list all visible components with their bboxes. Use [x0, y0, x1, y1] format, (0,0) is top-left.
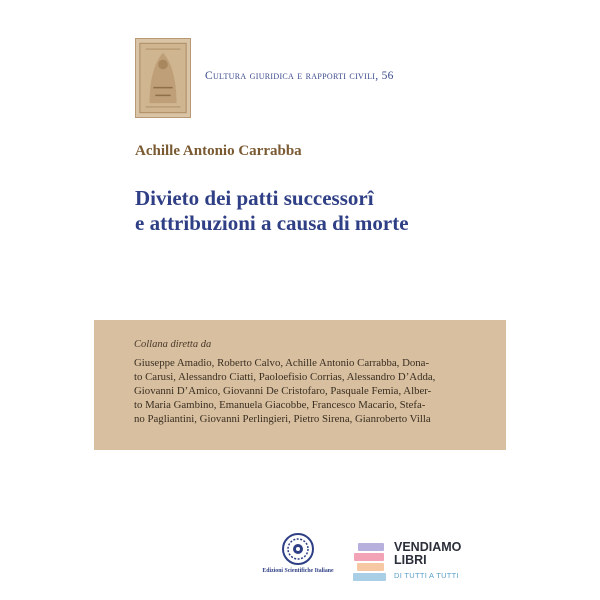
- book-title-line: Divieto dei patti successorî: [135, 186, 374, 210]
- watermark-line: LIBRI: [394, 553, 427, 567]
- book-title-line: e attribuzioni a causa di morte: [135, 211, 409, 235]
- vendiamo-libri-watermark: [352, 541, 472, 591]
- watermark-line: VENDIAMO: [394, 540, 462, 554]
- board-line: Giovanni D’Amico, Giovanni De Cristofaro, Pasquale Femia, Alber-: [134, 385, 432, 397]
- watermark-tagline: DI TUTTI A TUTTI: [394, 571, 459, 580]
- series-title: Cultura giuridica e rapporti civili, 56: [205, 70, 394, 82]
- cover-emblem-icon: [135, 38, 191, 118]
- editorial-board-band: [94, 320, 506, 450]
- publisher-seal-icon: [281, 532, 315, 566]
- publisher-name: Edizioni Scientifiche Italiane: [262, 568, 334, 574]
- board-label: Collana diretta da: [134, 339, 212, 350]
- book-title: [135, 186, 409, 236]
- book-stack-icon: [352, 541, 388, 585]
- board-line: to Carusi, Alessandro Ciatti, Paoloefisio Corrias, Alessandro D’Adda,: [134, 371, 436, 383]
- board-members: [134, 356, 494, 426]
- board-line: to Maria Gambino, Emanuela Giacobbe, Francesco Macario, Stefa-: [134, 399, 426, 411]
- board-line: no Pagliantini, Giovanni Perlingieri, Pietro Sirena, Gianroberto Villa: [134, 413, 431, 425]
- publisher-block: [250, 532, 346, 574]
- author-name: Achille Antonio Carrabba: [135, 143, 302, 159]
- watermark-text: [394, 541, 461, 567]
- board-line: Giuseppe Amadio, Roberto Calvo, Achille Antonio Carrabba, Dona-: [134, 357, 430, 369]
